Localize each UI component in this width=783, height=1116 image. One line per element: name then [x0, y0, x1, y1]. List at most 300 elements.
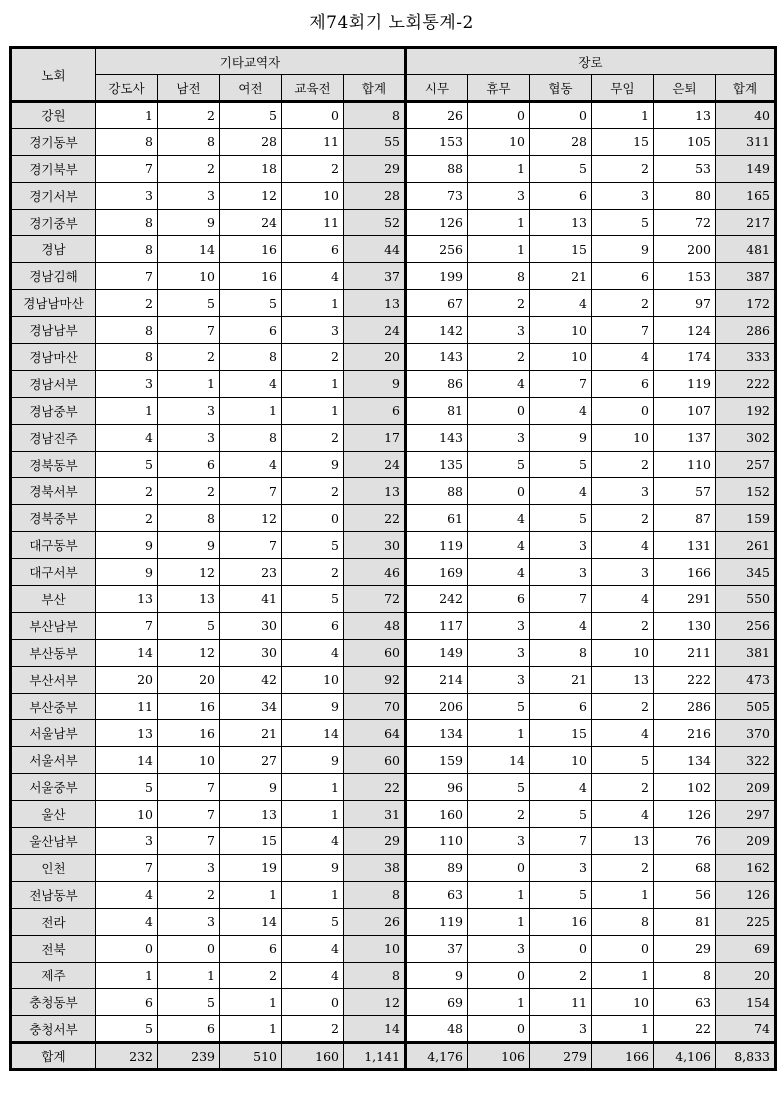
- table-cell: 2: [282, 1016, 344, 1043]
- table-cell: 174: [654, 344, 716, 371]
- table-cell: 22: [344, 774, 406, 801]
- table-cell: 5: [158, 612, 220, 639]
- table-cell: 1: [468, 209, 530, 236]
- table-row: [11, 666, 776, 693]
- table-cell: 5: [282, 908, 344, 935]
- table-cell: 6: [282, 236, 344, 263]
- table-cell: 44: [344, 236, 406, 263]
- table-cell: 4: [96, 424, 158, 451]
- table-cell: 37: [344, 263, 406, 290]
- presbytery-header: 노회: [11, 48, 96, 102]
- table-cell: 23: [220, 559, 282, 586]
- table-cell: 160: [406, 801, 468, 828]
- table-cell: 9: [530, 424, 592, 451]
- table-cell: 9: [282, 451, 344, 478]
- table-cell: 7: [220, 478, 282, 505]
- table-cell: 13: [96, 586, 158, 613]
- table-cell: 333: [716, 344, 776, 371]
- presbytery-name: 경북중부: [11, 505, 96, 532]
- table-cell: 297: [716, 801, 776, 828]
- table-cell: 0: [592, 397, 654, 424]
- table-cell: 13: [220, 801, 282, 828]
- table-cell: 15: [530, 720, 592, 747]
- table-cell: 154: [716, 989, 776, 1016]
- table-cell: 261: [716, 532, 776, 559]
- table-cell: 1: [96, 962, 158, 989]
- table-cell: 4: [530, 612, 592, 639]
- table-cell: 4: [220, 370, 282, 397]
- table-cell: 149: [406, 639, 468, 666]
- table-cell: 40: [716, 102, 776, 129]
- table-cell: 89: [406, 854, 468, 881]
- table-cell: 106: [468, 1043, 530, 1070]
- table-row: [11, 236, 776, 263]
- table-cell: 6: [592, 263, 654, 290]
- table-cell: 4: [530, 397, 592, 424]
- table-cell: 13: [344, 290, 406, 317]
- table-cell: 1: [592, 881, 654, 908]
- table-cell: 46: [344, 559, 406, 586]
- table-cell: 12: [220, 505, 282, 532]
- table-cell: 86: [406, 370, 468, 397]
- table-cell: 2: [282, 559, 344, 586]
- table-cell: 38: [344, 854, 406, 881]
- table-cell: 57: [654, 478, 716, 505]
- table-cell: 2: [592, 290, 654, 317]
- table-cell: 0: [158, 935, 220, 962]
- table-cell: 311: [716, 128, 776, 155]
- table-cell: 4: [592, 801, 654, 828]
- table-cell: 3: [158, 424, 220, 451]
- table-cell: 4: [530, 290, 592, 317]
- table-cell: 206: [406, 693, 468, 720]
- table-cell: 73: [406, 182, 468, 209]
- table-cell: 119: [406, 908, 468, 935]
- table-cell: 27: [220, 747, 282, 774]
- table-cell: 3: [592, 182, 654, 209]
- table-cell: 222: [716, 370, 776, 397]
- presbytery-name: 대구동부: [11, 532, 96, 559]
- table-cell: 1: [592, 1016, 654, 1043]
- table-cell: 105: [654, 128, 716, 155]
- presbytery-name: 경남진주: [11, 424, 96, 451]
- table-cell: 0: [468, 102, 530, 129]
- column-header: 무임: [592, 75, 654, 102]
- table-cell: 3: [468, 317, 530, 344]
- table-row: [11, 424, 776, 451]
- table-cell: 1: [282, 801, 344, 828]
- table-row: [11, 102, 776, 129]
- table-cell: 7: [530, 828, 592, 855]
- table-cell: 3: [468, 639, 530, 666]
- table-cell: 97: [654, 290, 716, 317]
- table-cell: 4: [592, 344, 654, 371]
- table-row: [11, 989, 776, 1016]
- table-cell: 24: [344, 317, 406, 344]
- table-cell: 192: [716, 397, 776, 424]
- table-cell: 55: [344, 128, 406, 155]
- table-cell: 1: [282, 397, 344, 424]
- table-cell: 126: [654, 801, 716, 828]
- table-row: [11, 505, 776, 532]
- table-cell: 10: [468, 128, 530, 155]
- table-cell: 8: [96, 128, 158, 155]
- table-cell: 4: [220, 451, 282, 478]
- table-cell: 60: [344, 639, 406, 666]
- table-cell: 14: [344, 1016, 406, 1043]
- table-cell: 12: [158, 559, 220, 586]
- table-cell: 30: [220, 639, 282, 666]
- table-cell: 1: [282, 290, 344, 317]
- table-cell: 8: [96, 209, 158, 236]
- table-cell: 8: [344, 102, 406, 129]
- table-cell: 1: [468, 720, 530, 747]
- table-cell: 1: [282, 774, 344, 801]
- table-cell: 16: [158, 693, 220, 720]
- table-cell: 18: [220, 155, 282, 182]
- table-cell: 222: [654, 666, 716, 693]
- table-cell: 10: [344, 935, 406, 962]
- table-cell: 0: [468, 854, 530, 881]
- table-cell: 481: [716, 236, 776, 263]
- table-cell: 28: [344, 182, 406, 209]
- table-cell: 63: [654, 989, 716, 1016]
- table-cell: 74: [716, 1016, 776, 1043]
- table-cell: 7: [530, 586, 592, 613]
- table-cell: 6: [96, 989, 158, 1016]
- table-cell: 5: [282, 532, 344, 559]
- table-cell: 124: [654, 317, 716, 344]
- table-row: [11, 559, 776, 586]
- table-cell: 2: [158, 155, 220, 182]
- table-cell: 11: [96, 693, 158, 720]
- presbytery-name: 합계: [11, 1043, 96, 1070]
- table-cell: 14: [96, 639, 158, 666]
- presbytery-name: 경기북부: [11, 155, 96, 182]
- table-cell: 10: [592, 424, 654, 451]
- table-cell: 15: [530, 236, 592, 263]
- table-cell: 242: [406, 586, 468, 613]
- table-cell: 3: [530, 854, 592, 881]
- table-row: [11, 182, 776, 209]
- table-cell: 13: [654, 102, 716, 129]
- table-cell: 8: [468, 263, 530, 290]
- table-cell: 4: [282, 639, 344, 666]
- table-cell: 88: [406, 478, 468, 505]
- table-cell: 217: [716, 209, 776, 236]
- table-cell: 153: [406, 128, 468, 155]
- table-cell: 64: [344, 720, 406, 747]
- table-cell: 41: [220, 586, 282, 613]
- table-cell: 2: [592, 774, 654, 801]
- table-cell: 3: [468, 828, 530, 855]
- table-cell: 3: [468, 182, 530, 209]
- table-cell: 119: [654, 370, 716, 397]
- table-cell: 137: [654, 424, 716, 451]
- table-cell: 70: [344, 693, 406, 720]
- column-header: 여전: [220, 75, 282, 102]
- presbytery-name: 전라: [11, 908, 96, 935]
- table-cell: 80: [654, 182, 716, 209]
- table-cell: 1: [96, 102, 158, 129]
- table-row: [11, 854, 776, 881]
- column-header: 은퇴: [654, 75, 716, 102]
- presbytery-name: 경기동부: [11, 128, 96, 155]
- table-cell: 28: [220, 128, 282, 155]
- table-cell: 14: [96, 747, 158, 774]
- table-cell: 4: [468, 370, 530, 397]
- table-cell: 29: [344, 828, 406, 855]
- table-cell: 24: [220, 209, 282, 236]
- table-cell: 5: [96, 451, 158, 478]
- table-cell: 4: [468, 559, 530, 586]
- presbytery-name: 제주: [11, 962, 96, 989]
- presbytery-name: 전남동부: [11, 881, 96, 908]
- table-cell: 4: [282, 263, 344, 290]
- table-cell: 7: [96, 612, 158, 639]
- table-cell: 5: [468, 774, 530, 801]
- table-cell: 291: [654, 586, 716, 613]
- table-cell: 10: [530, 344, 592, 371]
- table-cell: 28: [530, 128, 592, 155]
- table-cell: 0: [468, 962, 530, 989]
- table-cell: 1: [220, 989, 282, 1016]
- table-cell: 17: [344, 424, 406, 451]
- table-cell: 8: [220, 344, 282, 371]
- table-cell: 0: [468, 397, 530, 424]
- table-cell: 53: [654, 155, 716, 182]
- table-cell: 119: [406, 532, 468, 559]
- table-cell: 2: [592, 612, 654, 639]
- table-cell: 6: [468, 586, 530, 613]
- table-cell: 200: [654, 236, 716, 263]
- total-row: [11, 1043, 776, 1070]
- table-cell: 232: [96, 1043, 158, 1070]
- table-cell: 2: [592, 155, 654, 182]
- table-cell: 4: [530, 478, 592, 505]
- table-cell: 1,141: [344, 1043, 406, 1070]
- table-cell: 302: [716, 424, 776, 451]
- table-cell: 3: [530, 1016, 592, 1043]
- table-cell: 3: [158, 854, 220, 881]
- table-cell: 72: [654, 209, 716, 236]
- table-cell: 1: [592, 102, 654, 129]
- table-cell: 61: [406, 505, 468, 532]
- table-cell: 37: [406, 935, 468, 962]
- presbytery-name: 충청서부: [11, 1016, 96, 1043]
- table-cell: 126: [406, 209, 468, 236]
- table-cell: 209: [716, 774, 776, 801]
- presbytery-name: 경남: [11, 236, 96, 263]
- table-row: [11, 586, 776, 613]
- table-cell: 345: [716, 559, 776, 586]
- table-cell: 31: [344, 801, 406, 828]
- table-row: [11, 370, 776, 397]
- table-cell: 67: [406, 290, 468, 317]
- table-cell: 4: [96, 908, 158, 935]
- table-cell: 6: [220, 317, 282, 344]
- table-cell: 0: [530, 935, 592, 962]
- table-cell: 4: [468, 532, 530, 559]
- page-title: 제74회기 노회통계-2: [309, 13, 474, 33]
- column-header: 강도사: [96, 75, 158, 102]
- table-cell: 2: [592, 451, 654, 478]
- table-cell: 6: [592, 370, 654, 397]
- table-cell: 256: [406, 236, 468, 263]
- table-cell: 5: [158, 989, 220, 1016]
- table-cell: 1: [282, 370, 344, 397]
- table-cell: 0: [96, 935, 158, 962]
- table-cell: 30: [344, 532, 406, 559]
- table-cell: 131: [654, 532, 716, 559]
- table-cell: 5: [530, 801, 592, 828]
- table-cell: 76: [654, 828, 716, 855]
- table-cell: 26: [406, 102, 468, 129]
- table-cell: 8: [158, 505, 220, 532]
- presbytery-name: 대구서부: [11, 559, 96, 586]
- table-cell: 160: [282, 1043, 344, 1070]
- table-cell: 16: [220, 236, 282, 263]
- table-row: [11, 128, 776, 155]
- table-cell: 4,106: [654, 1043, 716, 1070]
- table-row: [11, 478, 776, 505]
- table-row: [11, 397, 776, 424]
- table-cell: 387: [716, 263, 776, 290]
- table-cell: 1: [592, 962, 654, 989]
- table-cell: 3: [530, 532, 592, 559]
- table-cell: 0: [468, 1016, 530, 1043]
- table-cell: 2: [158, 102, 220, 129]
- table-cell: 149: [716, 155, 776, 182]
- table-cell: 107: [654, 397, 716, 424]
- table-cell: 2: [158, 478, 220, 505]
- table-cell: 5: [592, 209, 654, 236]
- table-cell: 211: [654, 639, 716, 666]
- table-cell: 10: [530, 317, 592, 344]
- table-row: [11, 451, 776, 478]
- table-cell: 12: [158, 639, 220, 666]
- table-cell: 87: [654, 505, 716, 532]
- table-row: [11, 209, 776, 236]
- presbytery-name: 인천: [11, 854, 96, 881]
- table-cell: 13: [592, 828, 654, 855]
- table-cell: 6: [282, 612, 344, 639]
- table-cell: 10: [530, 747, 592, 774]
- table-cell: 2: [220, 962, 282, 989]
- table-cell: 2: [158, 344, 220, 371]
- statistics-table: [9, 46, 777, 1071]
- table-cell: 286: [716, 317, 776, 344]
- table-cell: 126: [716, 881, 776, 908]
- table-cell: 1: [468, 881, 530, 908]
- table-row: [11, 747, 776, 774]
- table-cell: 4: [96, 881, 158, 908]
- table-cell: 21: [530, 666, 592, 693]
- table-cell: 7: [158, 801, 220, 828]
- table-row: [11, 639, 776, 666]
- table-cell: 2: [96, 478, 158, 505]
- table-cell: 1: [158, 962, 220, 989]
- table-cell: 8: [344, 962, 406, 989]
- presbytery-name: 경남서부: [11, 370, 96, 397]
- table-cell: 214: [406, 666, 468, 693]
- header-column-row: [11, 75, 776, 102]
- table-cell: 7: [158, 828, 220, 855]
- other-ministers-header: 기타교역자: [96, 48, 406, 75]
- table-cell: 3: [530, 559, 592, 586]
- table-cell: 5: [530, 505, 592, 532]
- table-cell: 15: [592, 128, 654, 155]
- table-row: [11, 828, 776, 855]
- table-cell: 7: [158, 774, 220, 801]
- table-cell: 20: [344, 344, 406, 371]
- table-cell: 8,833: [716, 1043, 776, 1070]
- table-cell: 279: [530, 1043, 592, 1070]
- table-cell: 2: [592, 854, 654, 881]
- table-cell: 12: [220, 182, 282, 209]
- table-cell: 169: [406, 559, 468, 586]
- column-header: 합계: [344, 75, 406, 102]
- table-cell: 5: [530, 881, 592, 908]
- table-cell: 0: [468, 478, 530, 505]
- table-cell: 56: [654, 881, 716, 908]
- table-cell: 20: [96, 666, 158, 693]
- table-row: [11, 881, 776, 908]
- presbytery-name: 울산: [11, 801, 96, 828]
- table-cell: 6: [220, 935, 282, 962]
- table-cell: 130: [654, 612, 716, 639]
- table-cell: 0: [282, 102, 344, 129]
- table-cell: 166: [654, 559, 716, 586]
- presbytery-name: 경남남부: [11, 317, 96, 344]
- table-cell: 1: [220, 397, 282, 424]
- table-cell: 29: [344, 155, 406, 182]
- table-cell: 81: [406, 397, 468, 424]
- table-cell: 2: [592, 505, 654, 532]
- table-cell: 159: [716, 505, 776, 532]
- table-cell: 134: [654, 747, 716, 774]
- table-cell: 1: [220, 1016, 282, 1043]
- table-cell: 3: [468, 666, 530, 693]
- table-row: [11, 344, 776, 371]
- table-cell: 63: [406, 881, 468, 908]
- table-cell: 6: [530, 693, 592, 720]
- table-cell: 69: [406, 989, 468, 1016]
- table-cell: 22: [344, 505, 406, 532]
- table-row: [11, 693, 776, 720]
- table-cell: 134: [406, 720, 468, 747]
- table-cell: 13: [96, 720, 158, 747]
- presbytery-name: 서울중부: [11, 774, 96, 801]
- table-cell: 24: [344, 451, 406, 478]
- table-cell: 9: [282, 854, 344, 881]
- table-cell: 5: [96, 774, 158, 801]
- table-cell: 2: [468, 344, 530, 371]
- table-cell: 1: [96, 397, 158, 424]
- table-cell: 5: [282, 586, 344, 613]
- table-row: [11, 155, 776, 182]
- table-cell: 48: [344, 612, 406, 639]
- table-cell: 3: [282, 317, 344, 344]
- table-cell: 26: [344, 908, 406, 935]
- table-cell: 88: [406, 155, 468, 182]
- table-cell: 2: [282, 155, 344, 182]
- table-cell: 5: [468, 693, 530, 720]
- table-cell: 9: [220, 774, 282, 801]
- column-header: 교육전: [282, 75, 344, 102]
- table-cell: 10: [158, 747, 220, 774]
- table-cell: 3: [468, 612, 530, 639]
